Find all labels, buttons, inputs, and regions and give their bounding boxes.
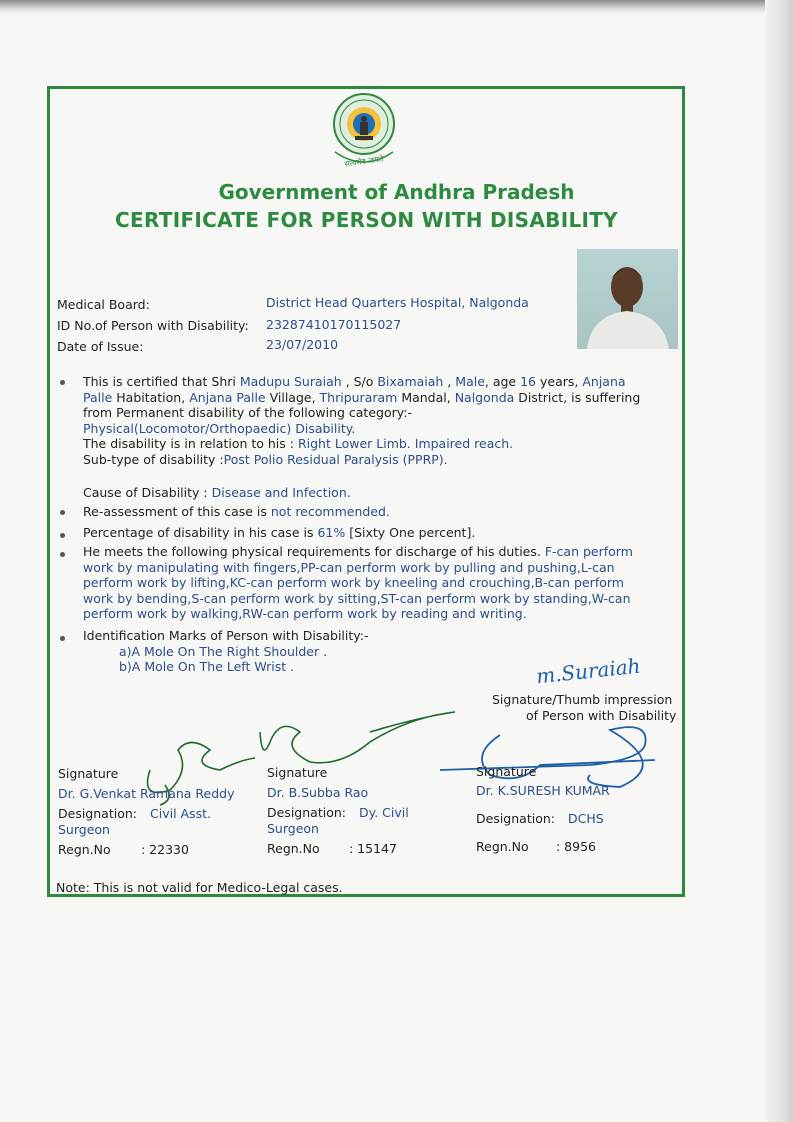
identification-marks: Identification Marks of Person with Disability:- a)A Mole On The Right Shoulder . b)A Mole On The Left Wrist .	[83, 628, 369, 675]
id-value: 23287410170115027	[266, 317, 402, 332]
bullet	[60, 510, 65, 515]
regn-value-2: : 15147	[349, 841, 397, 856]
designation-value-1: Civil Asst.	[150, 806, 211, 821]
signatory-name-1: Dr. G.Venkat Ramana Reddy	[58, 786, 235, 801]
scan-top-edge	[0, 0, 793, 14]
date-value: 23/07/2010	[266, 337, 339, 352]
bullet	[60, 380, 65, 385]
sig-label-3: Signature	[476, 764, 537, 779]
regn-label-2: Regn.No	[267, 841, 320, 856]
regn-label-1: Regn.No	[58, 842, 111, 857]
bullet	[60, 552, 65, 557]
bullet	[60, 533, 65, 538]
footer-note: Note: This is not valid for Medico-Legal cases.	[56, 880, 343, 895]
designation-value-2b: Surgeon	[267, 821, 319, 836]
regn-label-3: Regn.No	[476, 839, 529, 854]
person-signature-label: Signature/Thumb impression	[492, 692, 673, 707]
designation-label-1: Designation:	[58, 806, 137, 821]
person-signature-label-2: of Person with Disability	[526, 708, 677, 723]
signatory-name-2: Dr. B.Subba Rao	[267, 785, 369, 800]
certification-paragraph: This is certified that Shri Madupu Suraiah , S/o Bixamaiah , Male, age 16 years, Anjana Palle Habitation, Anjana Palle Village, Thripuraram Mandal, Nalgonda District, is suffering from Permanent disability of the following category:- Physical(Locomotor/Orthopaedic) Disability. The disability is in relation to his : Right Lower Limb. Impaired reach. Sub-type of disability :Post Polio Residual Paralysis (PPRP).	[83, 374, 641, 467]
certificate-title: CERTIFICATE FOR PERSON WITH DISABILITY	[115, 208, 618, 232]
medical-board-value: District Head Quarters Hospital, Nalgonda	[266, 295, 529, 310]
designation-label-3: Designation:	[476, 811, 555, 826]
reassessment-line: Re-assessment of this case is not recommended.	[83, 504, 390, 519]
designation-value-2: Dy. Civil	[359, 805, 409, 820]
id-label: ID No.of Person with Disability:	[57, 318, 249, 333]
sig-label-2: Signature	[267, 765, 328, 780]
emblem-motto: सत्यमेव जयते	[343, 154, 385, 169]
sig-label-1: Signature	[58, 766, 119, 781]
designation-value-1b: Surgeon	[58, 822, 110, 837]
person-photo	[577, 249, 678, 349]
date-label: Date of Issue:	[57, 339, 144, 354]
percentage-line: Percentage of disability in his case is 61% [Sixty One percent].	[83, 525, 476, 540]
physical-requirements: He meets the following physical requirements for discharge of his duties. F-can perform work by manipulating with fingers,PP-can perform work by pulling and pushing,L-can perform work by lifting,KC-can perform work by kneeling and crouching,B-can perform work by bending,S-can perform work by sitting,ST-can perform work by standing,W-can perform work by walking,RW-can perform work by reading and writing.	[83, 544, 633, 622]
scan-right-edge	[765, 0, 793, 1122]
person-handwritten-signature: m.Suraiah	[534, 653, 642, 689]
regn-value-1: : 22330	[141, 842, 189, 857]
regn-value-3: : 8956	[556, 839, 596, 854]
bullet	[60, 636, 65, 641]
signatory-name-3: Dr. K.SURESH KUMAR	[476, 783, 610, 798]
cause-of-disability: Cause of Disability : Disease and Infection.	[83, 485, 351, 500]
medical-board-label: Medical Board:	[57, 297, 150, 312]
designation-label-2: Designation:	[267, 805, 346, 820]
government-title: Government of Andhra Pradesh	[218, 180, 575, 204]
designation-value-3: DCHS	[568, 811, 604, 826]
